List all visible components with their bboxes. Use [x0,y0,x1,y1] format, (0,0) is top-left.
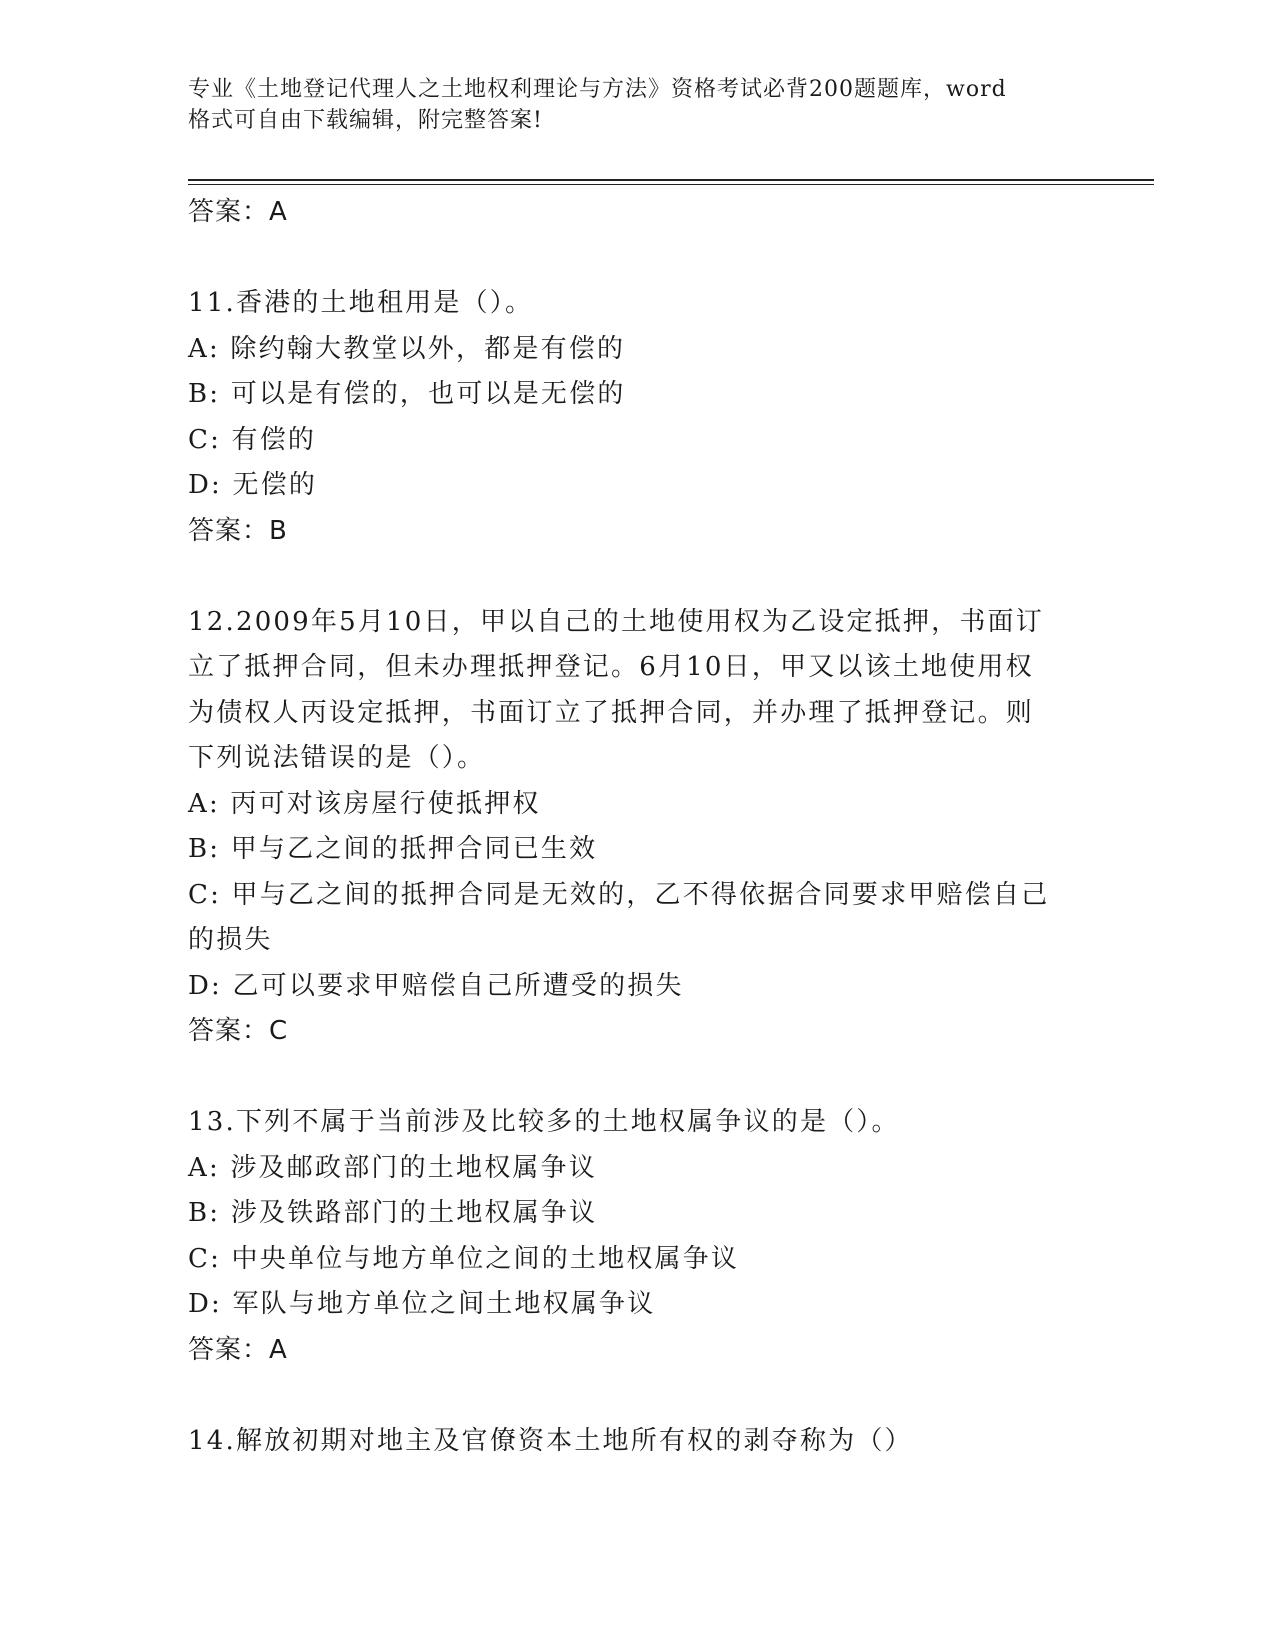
question-11 [188,281,1088,554]
option-c-line-2: 的损失 [188,925,273,955]
option-b: B: 甲与乙之间的抵押合同已生效 [188,834,598,864]
question-14 [188,1419,1088,1465]
header-divider-thick [188,179,1154,181]
option-d: D: 军队与地方单位之间土地权属争议 [188,1289,656,1319]
option-b: B: 可以是有偿的，也可以是无偿的 [188,379,626,409]
answer-previous: 答案：A [188,197,288,227]
option-b: B: 涉及铁路部门的土地权属争议 [188,1198,598,1228]
option-d: D: 乙可以要求甲赔偿自己所遭受的损失 [188,970,684,1001]
document-header [188,74,1088,136]
answer: 答案：A [188,1334,288,1365]
question-stem-line-2: 立了抵押合同，但未办理抵押登记。6月10日，甲又以该土地使用权 [188,652,1034,682]
question-list [188,190,1088,1464]
answer: 答案：C [188,1016,289,1046]
header-divider-thin [188,184,1154,185]
question-stem-line-3: 为债权人丙设定抵押，书面订立了抵押合同，并办理了抵押登记。则 [188,697,1035,728]
question-stem: 11.香港的土地租用是（）。 [188,288,534,318]
header-line-1: 专业《土地登记代理人之土地权利理论与方法》资格考试必背200题题库，word [188,77,1007,102]
question-12 [188,600,1088,1055]
option-a: A: 涉及邮政部门的土地权属争议 [188,1152,598,1183]
answer: 答案：B [188,515,288,546]
option-c: C: 有偿的 [188,424,317,455]
header-line-2: 格式可自由下载编辑，附完整答案! [188,108,543,133]
option-a: A: 丙可对该房屋行使抵押权 [188,788,541,819]
question-stem: 13.下列不属于当前涉及比较多的土地权属争议的是（）。 [188,1107,900,1137]
option-c-line-1: C: 甲与乙之间的抵押合同是无效的，乙不得依据合同要求甲赔偿自己 [188,879,1050,910]
question-13 [188,1100,1088,1373]
question-stem: 14.解放初期对地主及官僚资本土地所有权的剥夺称为（） [188,1425,913,1456]
question-stem-line-4: 下列说法错误的是（）。 [188,743,486,773]
option-c: C: 中央单位与地方单位之间的土地权属争议 [188,1243,740,1274]
option-a: A: 除约翰大教堂以外，都是有偿的 [188,333,626,364]
question-stem-line-1: 12.2009年5月10日，甲以自己的土地使用权为乙设定抵押，书面订 [188,606,1044,637]
option-d: D: 无偿的 [188,470,318,500]
